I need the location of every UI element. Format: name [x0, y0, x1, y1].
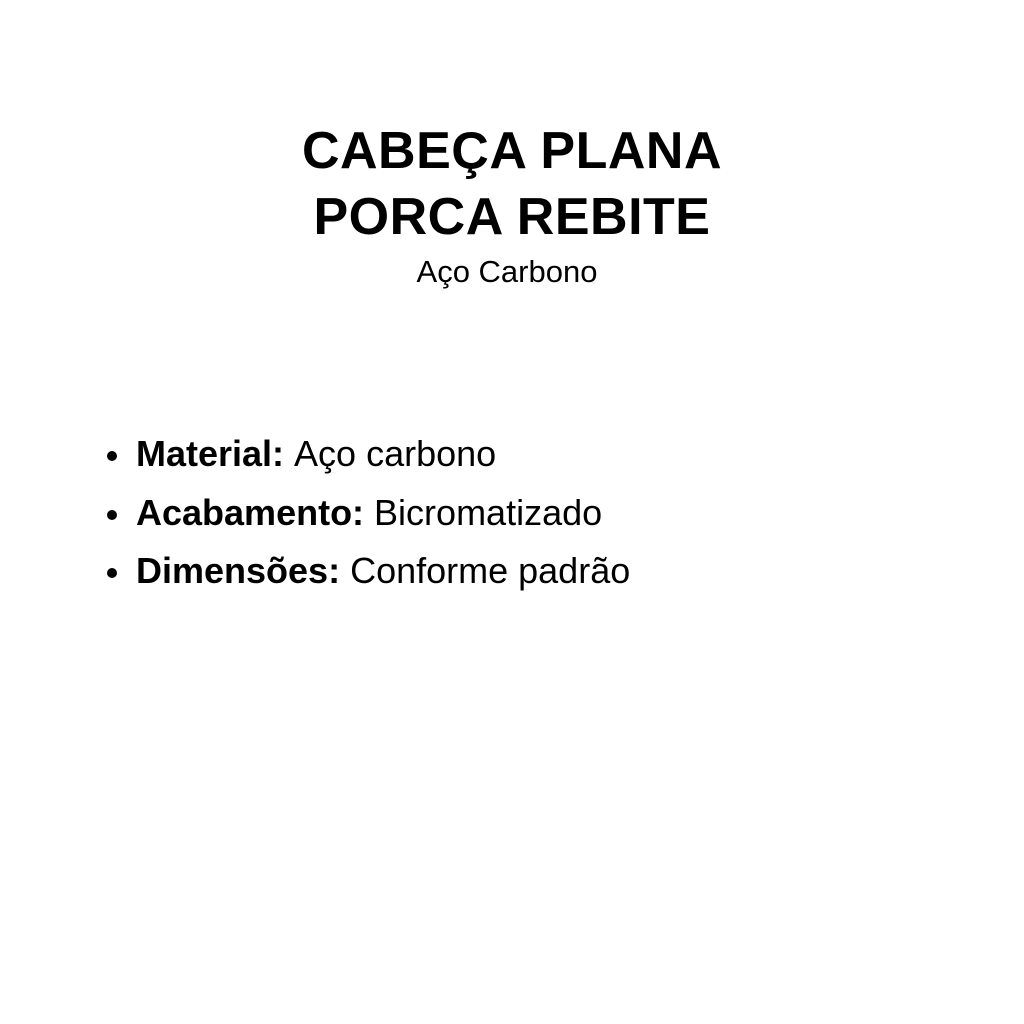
product-title-line-1: CABEÇA PLANA [301, 122, 723, 180]
spec-item-acabamento [96, 484, 630, 543]
spec-value: Aço carbono [294, 433, 497, 474]
spec-label: Material: [136, 433, 295, 474]
spec-label: Dimensões: [136, 550, 351, 591]
spec-value: Conforme padrão [350, 550, 631, 591]
bullet-icon [107, 451, 117, 461]
spec-list [96, 425, 630, 601]
product-title-line-2: PORCA REBITE [313, 188, 711, 246]
bullet-icon [107, 510, 117, 520]
product-header [0, 118, 1024, 292]
bullet-icon [107, 568, 117, 578]
spec-item-dimensoes [96, 542, 630, 601]
product-subtitle: Aço Carbono [416, 254, 598, 289]
spec-label: Acabamento: [136, 491, 375, 533]
spec-value: Bicromatizado [374, 491, 603, 533]
spec-item-material [96, 425, 630, 484]
